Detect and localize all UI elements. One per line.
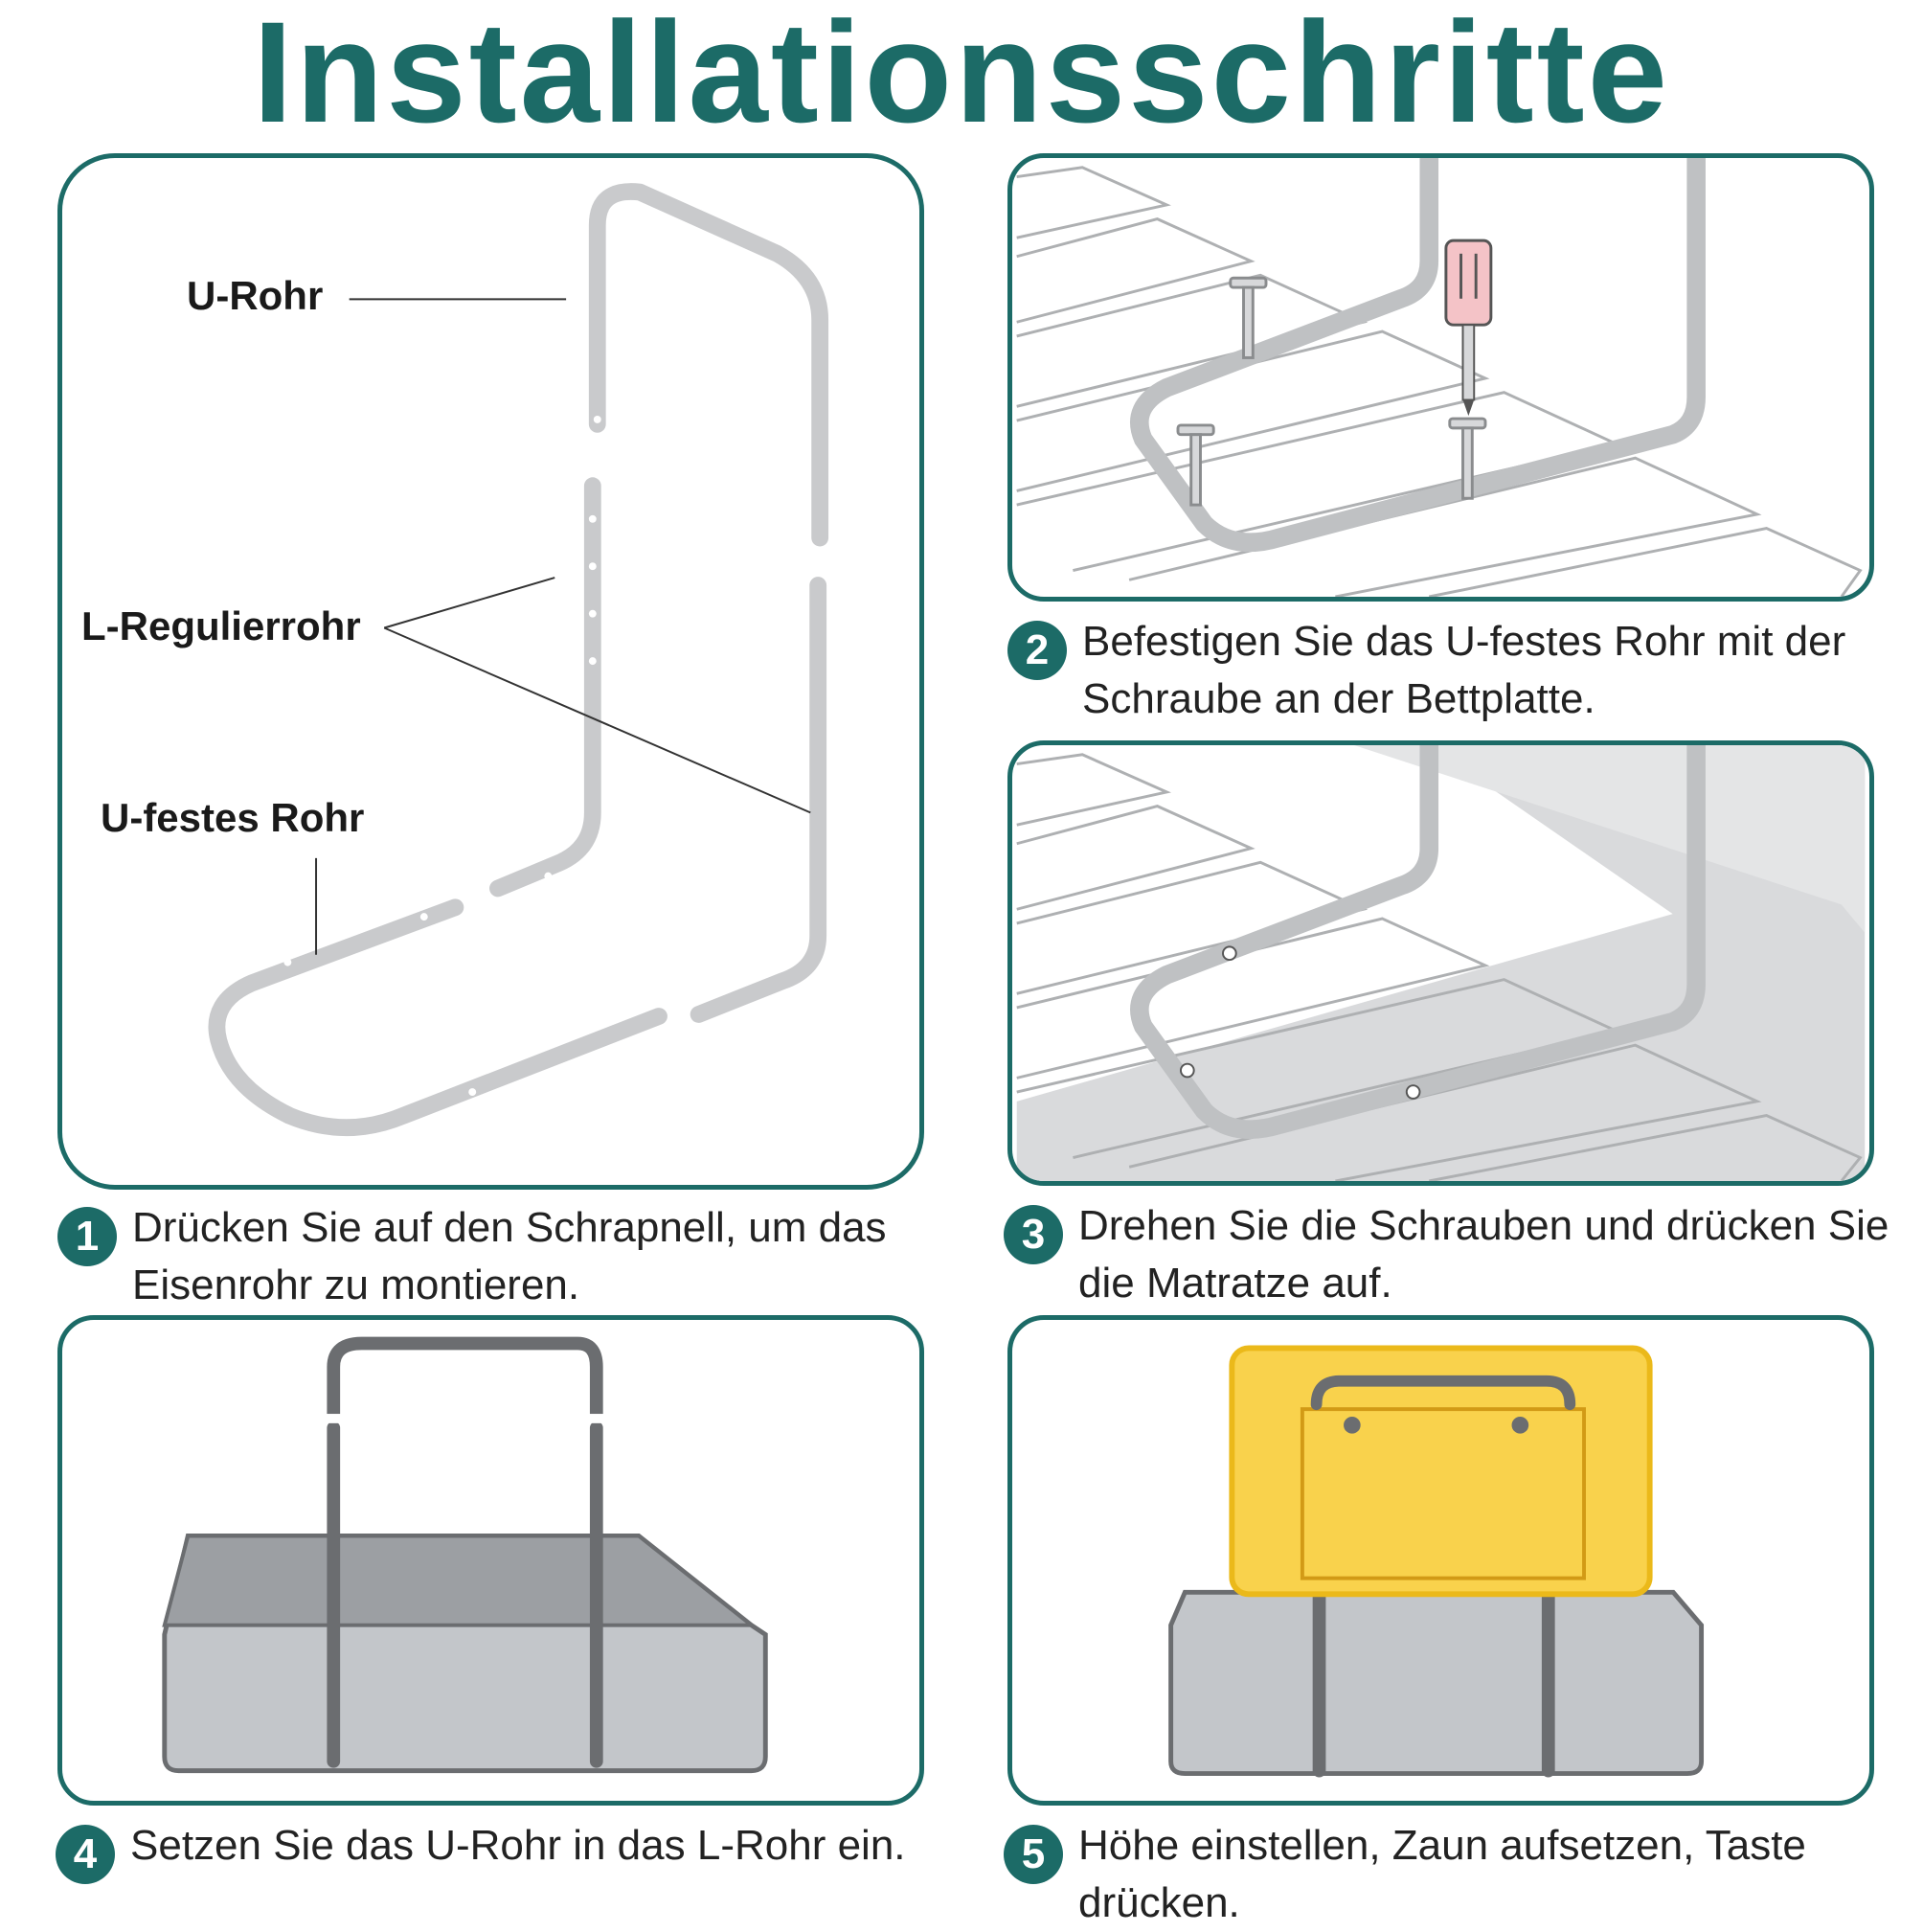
step-5-text: Höhe einstellen, Zaun aufsetzen, Taste drücken.: [1078, 1822, 1806, 1926]
page-title: Installationsschritte: [252, 0, 1671, 152]
step-3-illustration: [1007, 740, 1874, 1186]
bed-slats: [1017, 168, 1861, 597]
l-tube-left: [498, 486, 593, 888]
step-5-illustration: [1007, 1315, 1874, 1806]
screws: [1178, 278, 1485, 505]
step-2-text: Befestigen Sie das U-festes Rohr mit der Schraube an der Bettplatte.: [1082, 618, 1846, 722]
step-1-number: 1: [57, 1207, 117, 1266]
rail-on-mattress-diagram: [62, 1320, 919, 1801]
step-5-caption: [1004, 1817, 1883, 1932]
step-4-text: Setzen Sie das U-Rohr in das L-Rohr ein.: [130, 1822, 906, 1869]
screwdriver-icon: [1446, 240, 1491, 416]
bed-slats-screw-diagram: [1012, 158, 1869, 597]
u-fixed-tube: [216, 907, 659, 1127]
step-4-number: 4: [56, 1825, 115, 1884]
step-4-caption: [56, 1817, 973, 1884]
step-3-text: Drehen Sie die Schrauben und drücken Sie die Matratze auf.: [1078, 1202, 1889, 1307]
label-u-rohr: U-Rohr: [187, 273, 324, 318]
label-l-regulierrohr: L-Regulierrohr: [81, 603, 361, 648]
rail-with-bag-diagram: [1012, 1320, 1869, 1801]
l-tube-right: [699, 585, 819, 1014]
step-2-caption: [1007, 613, 1867, 728]
step-3-number: 3: [1004, 1205, 1063, 1264]
step-4-illustration: [57, 1315, 924, 1806]
l-rohr-leader-1: [384, 578, 554, 627]
mattress-top: [165, 1536, 752, 1625]
step-2-number: 2: [1007, 621, 1067, 680]
label-u-festes-rohr: U-festes Rohr: [101, 795, 365, 840]
step-2-illustration: [1007, 153, 1874, 602]
step-5-number: 5: [1004, 1825, 1063, 1884]
u-fixed-tube-mounted: [1140, 158, 1696, 542]
mattress-press-diagram: [1012, 745, 1869, 1181]
mattress: [1171, 1592, 1702, 1773]
rail-gaps: [325, 1414, 604, 1423]
tube-holes: [260, 416, 601, 1096]
step-3-caption: [1004, 1197, 1921, 1312]
step-1-text: Drücken Sie auf den Schrapnell, um das Eisenrohr zu montieren.: [132, 1204, 887, 1308]
step-1-caption: [57, 1199, 927, 1314]
step-1-illustration: [57, 153, 924, 1190]
u-tube: [598, 192, 820, 538]
